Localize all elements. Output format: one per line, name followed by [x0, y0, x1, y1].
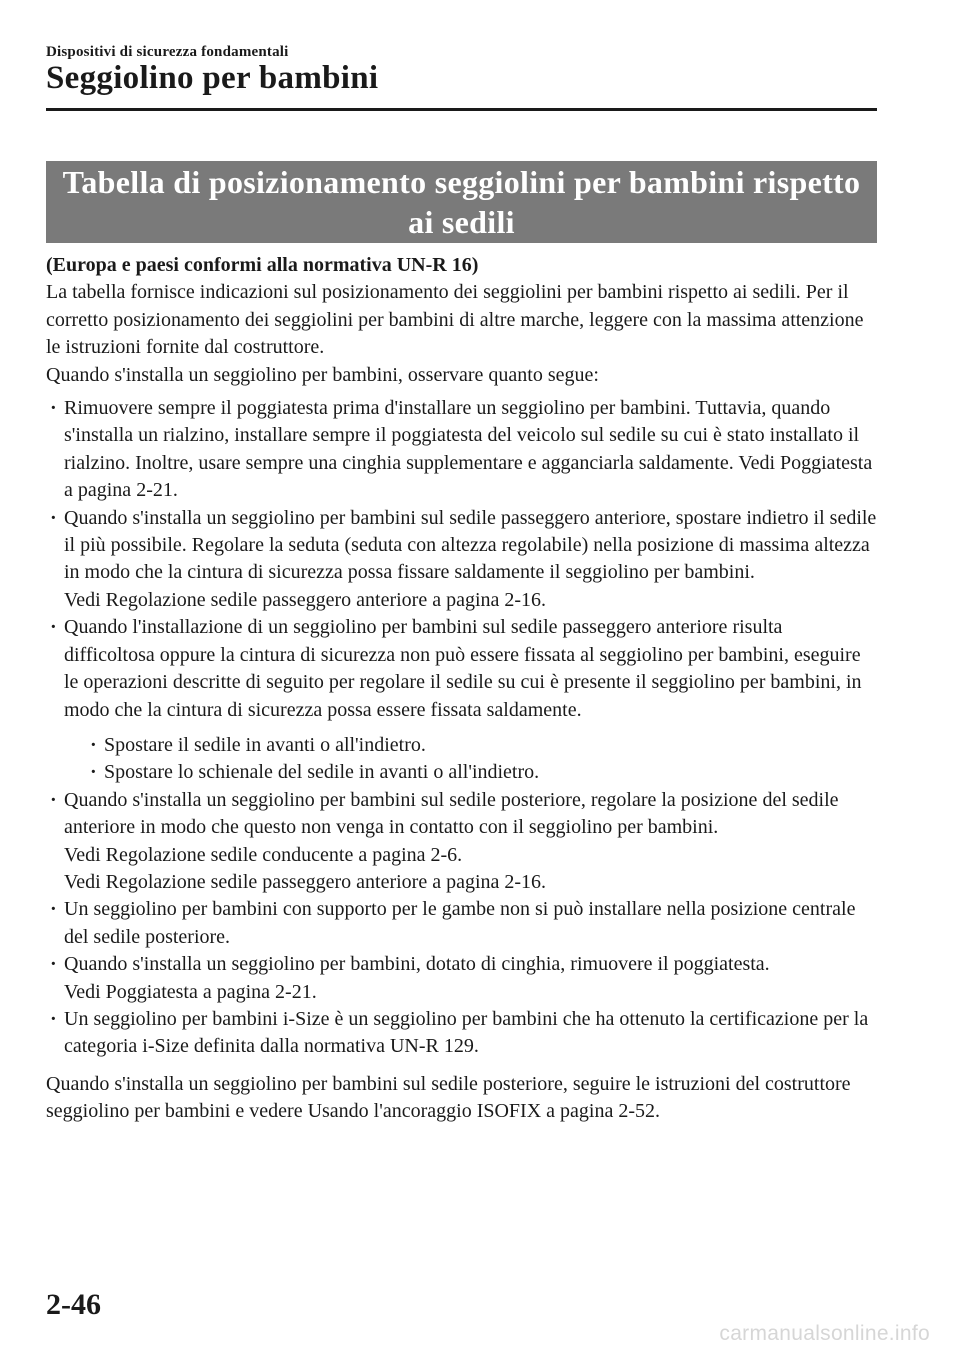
list-item-text: · Quando s'installa un seggiolino per bambini, dotato di cinghia, rimuovere il poggiatesta.	[64, 953, 770, 976]
cross-reference: Vedi Regolazione sedile passeggero anteriore a pagina 2-16.	[64, 588, 547, 611]
watermark: carmanualsonline.info	[719, 1322, 930, 1345]
list-item: · Rimuovere sempre il poggiatesta prima d'installare un seggiolino per bambini. Tuttavia, quando s'installa un rialzino, installare sempre il poggiatesta del veicolo sul sedile su cui è stato installato il rialzino. Inoltre, usare sempre una cinghia supplementare e agganciarla saldamente. Vedi Poggiatesta a pagina 2-21.	[46, 395, 878, 505]
sub-list-item: · Spostare il sedile in avanti o all'indietro.	[86, 732, 878, 759]
cross-reference: Vedi Regolazione sedile passeggero anteriore a pagina 2-16.	[64, 870, 547, 893]
list-item	[46, 951, 878, 1006]
content	[46, 252, 878, 1126]
list-item-text: · Quando s'installa un seggiolino per bambini sul sedile posteriore, regolare la posizione del sedile anteriore in modo che questo non venga in contatto con il seggiolino per bambini.	[64, 788, 839, 839]
list-item	[46, 614, 878, 786]
instruction-list	[46, 395, 878, 1061]
list-item-text: · Quando l'installazione di un seggiolino per bambini sul sedile passeggero anteriore risulta difficoltosa oppure la cintura di sicurezza non può essere fissata al seggiolino per bambini, eseguire le operazioni descritte di seguito per regolare il sedile su cui è presente il seggiolino per bambini, in modo che la cintura di sicurezza possa essere fissata saldamente.	[64, 616, 862, 721]
section-banner	[46, 161, 877, 243]
sub-list-item: · Spostare lo schienale del sedile in avanti o all'indietro.	[86, 759, 878, 786]
header-rule	[46, 108, 877, 111]
lead-paragraph: Quando s'installa un seggiolino per bambini, osservare quanto segue:	[46, 363, 599, 386]
section-label: Dispositivi di sicurezza fondamentali	[46, 44, 289, 60]
intro-paragraph: La tabella fornisce indicazioni sul posizionamento dei seggiolini per bambini rispetto ai sedili. Per il corretto posizionamento dei seggiolini per bambini di altre marche, leggere con la massima attenzione le istruzioni fornite dal costruttore.	[46, 281, 864, 359]
region-subheading: (Europa e paesi conformi alla normativa UN-R 16)	[46, 254, 479, 276]
sub-list	[86, 732, 878, 787]
page-title: Seggiolino per bambini	[46, 60, 379, 96]
cross-reference: Vedi Poggiatesta a pagina 2-21.	[64, 980, 317, 1003]
list-item: · Un seggiolino per bambini con supporto per le gambe non si può installare nella posizione centrale del sedile posteriore.	[46, 896, 878, 951]
list-item-text: · Quando s'installa un seggiolino per bambini sul sedile passeggero anteriore, spostare indietro il sedile il più possibile. Regolare la seduta (seduta con altezza regolabile) nella posizione di massima altezza in modo che la cintura di sicurezza possa fissare saldamente il seggiolino per bambini.	[64, 506, 877, 584]
list-item	[46, 505, 878, 615]
list-item	[46, 787, 878, 897]
cross-reference: Vedi Regolazione sedile conducente a pagina 2-6.	[64, 843, 463, 866]
list-item: · Un seggiolino per bambini i-Size è un seggiolino per bambini che ha ottenuto la certificazione per la categoria i-Size definita dalla normativa UN-R 129.	[46, 1006, 878, 1061]
page-number: 2-46	[46, 1288, 101, 1321]
banner-title: Tabella di posizionamento seggiolini per bambini rispetto ai sedili	[62, 164, 861, 240]
closing-paragraph: Quando s'installa un seggiolino per bambini sul sedile posteriore, seguire le istruzioni del costruttore seggiolino per bambini e vedere Usando l'ancoraggio ISOFIX a pagina 2-52.	[46, 1072, 851, 1123]
